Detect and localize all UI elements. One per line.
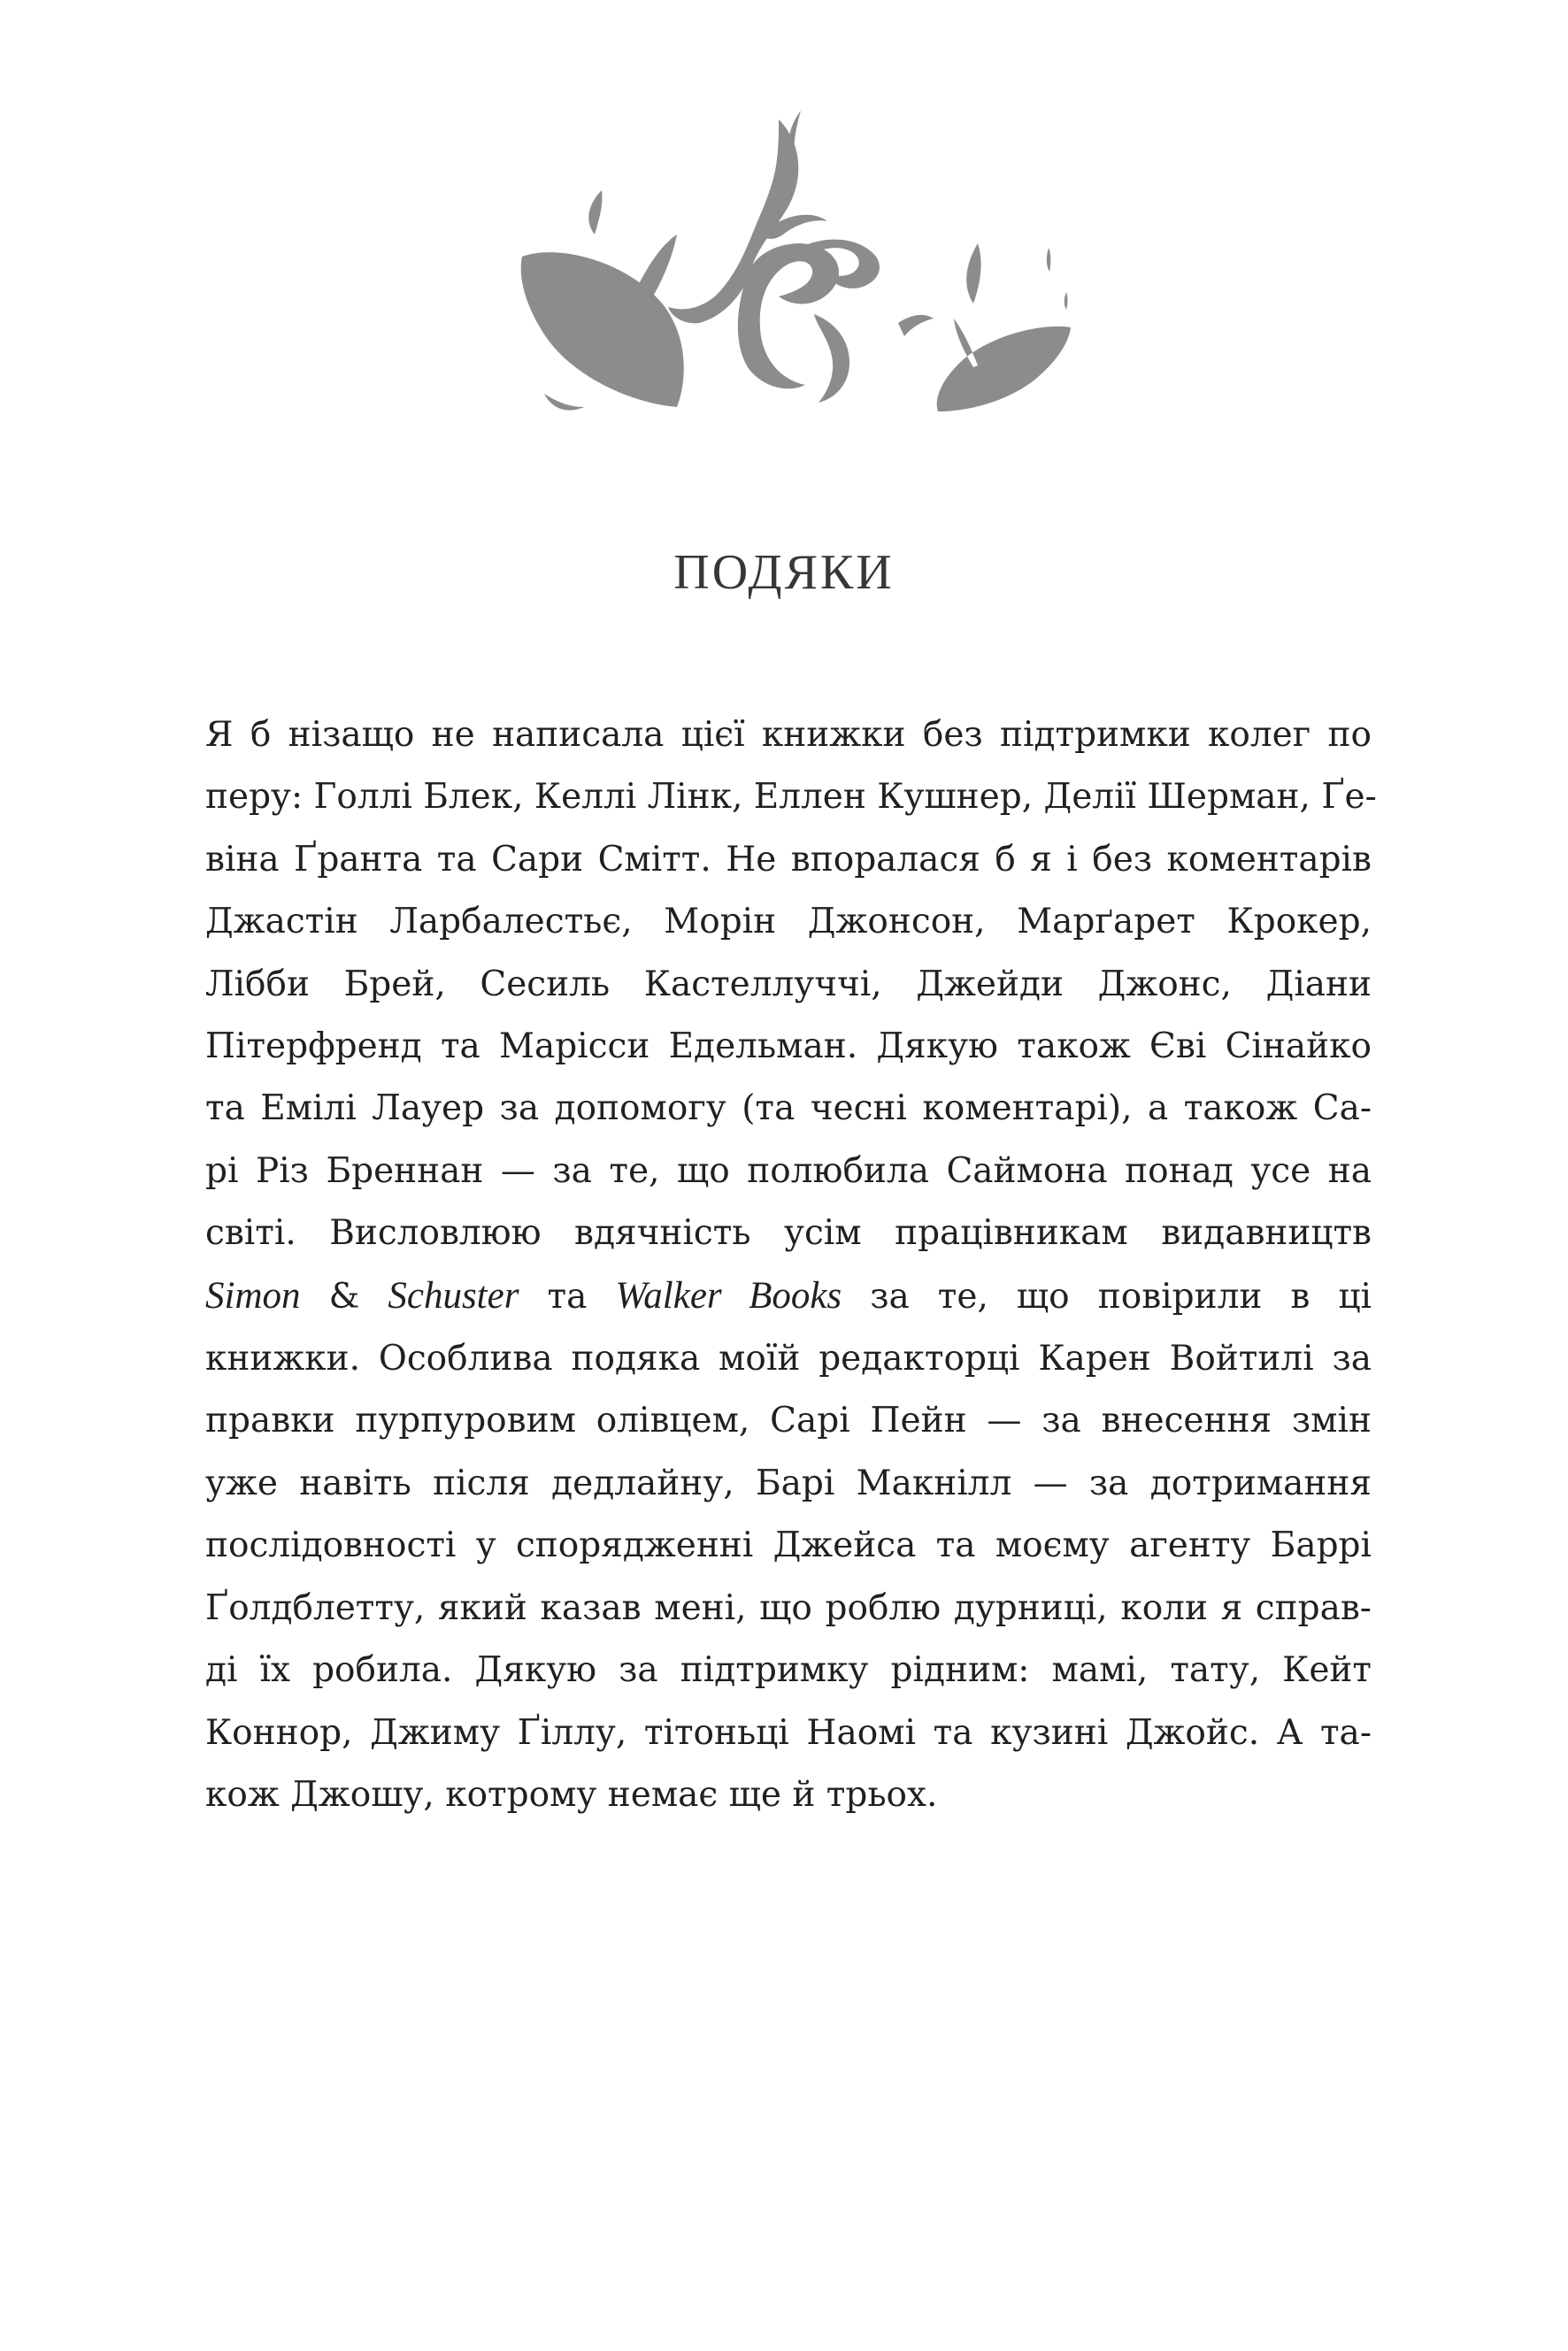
left-swoosh xyxy=(544,394,584,411)
left-leaf xyxy=(521,234,684,407)
acknowledgements-text xyxy=(205,704,1377,1826)
text-line xyxy=(205,1078,1372,1140)
text-run: за те, що повірили в ці xyxy=(842,1276,1372,1317)
right-mark-bottom xyxy=(1065,292,1068,310)
text-line xyxy=(205,954,1372,1016)
text-run: послідовності у спорядженні Джейса та моєму агенту Баррі xyxy=(205,1525,1372,1566)
text-line xyxy=(205,1390,1372,1452)
text-run: ді їх робила. Дякую за підтримку рідним: мамі, тату, Кейт xyxy=(205,1650,1372,1691)
text-run: Пітерфренд та Марісси Едельман. Дякую також Єві Сінайко xyxy=(205,1026,1372,1067)
text-run: Лібби Брей, Сесиль Кастеллуччі, Джейди Джонс, Діани xyxy=(205,964,1372,1004)
text-run: Коннор, Джиму Ґіллу, тітоньці Наомі та кузині Джойс. А та- xyxy=(205,1712,1372,1753)
text-line xyxy=(205,1578,1372,1640)
text-run: віна Ґранта та Сари Смітт. Не впоралася б я і без коментарів xyxy=(205,839,1372,880)
text-line xyxy=(205,1141,1372,1202)
italic-publisher-name: Schuster xyxy=(388,1274,519,1317)
central-tail xyxy=(814,314,849,403)
right-flame xyxy=(966,243,980,303)
text-line xyxy=(205,766,1377,828)
right-curl xyxy=(898,315,934,336)
page-title: ПОДЯКИ xyxy=(673,545,895,600)
rune-leaves-ornament xyxy=(496,102,1106,465)
italic-publisher-name: Simon xyxy=(205,1274,301,1317)
left-flame xyxy=(588,190,602,234)
text-run: світі. Висловлюю вдячність усім працівникам видавництв xyxy=(205,1213,1372,1254)
text-line xyxy=(205,829,1372,891)
text-line xyxy=(205,1764,1372,1826)
text-line xyxy=(205,1640,1372,1702)
text-line xyxy=(205,1515,1372,1577)
text-run: книжки. Особлива подяка моїй редакторці Карен Войтилі за xyxy=(205,1339,1372,1379)
right-leaf xyxy=(937,319,1071,411)
text-line xyxy=(205,704,1372,766)
ornament-svg xyxy=(496,102,1106,465)
text-run: перу: Голлі Блек, Келлі Лінк, Еллен Кушнер, Делії Шерман, Ґе- xyxy=(205,777,1377,818)
text-line xyxy=(205,1328,1372,1390)
text-line xyxy=(205,1202,1372,1264)
italic-publisher-name: Walker Books xyxy=(615,1274,842,1317)
text-run: Джастін Ларбалестьє, Морін Джонсон, Марґарет Крокер, xyxy=(205,902,1372,942)
text-line xyxy=(205,1702,1372,1764)
text-line xyxy=(205,1265,1372,1328)
text-run: рі Різ Бреннан — за те, що полюбила Саймона понад усе на xyxy=(205,1150,1372,1191)
text-run: & xyxy=(300,1276,388,1317)
text-run: Я б нізащо не написала цієї книжки без підтримки колег по xyxy=(205,715,1372,755)
text-line xyxy=(205,1016,1372,1078)
text-run: кож Джошу, котрому немає ще й трьох. xyxy=(205,1774,938,1815)
text-run: та xyxy=(519,1276,616,1317)
text-run: Ґолдблетту, який казав мені, що роблю дурниці, коли я справ- xyxy=(205,1587,1372,1628)
central-rune xyxy=(668,119,839,388)
text-run: та Емілі Лауер за допомогу (та чесні коментарі), а також Са- xyxy=(205,1088,1372,1129)
text-run: уже навіть після дедлайну, Барі Макнілл — за дотримання xyxy=(205,1463,1372,1503)
text-line xyxy=(205,891,1372,953)
text-line xyxy=(205,1453,1372,1515)
right-mark-top xyxy=(1047,248,1051,272)
text-run: правки пурпуровим олівцем, Сарі Пейн — за внесення змін xyxy=(205,1401,1372,1441)
